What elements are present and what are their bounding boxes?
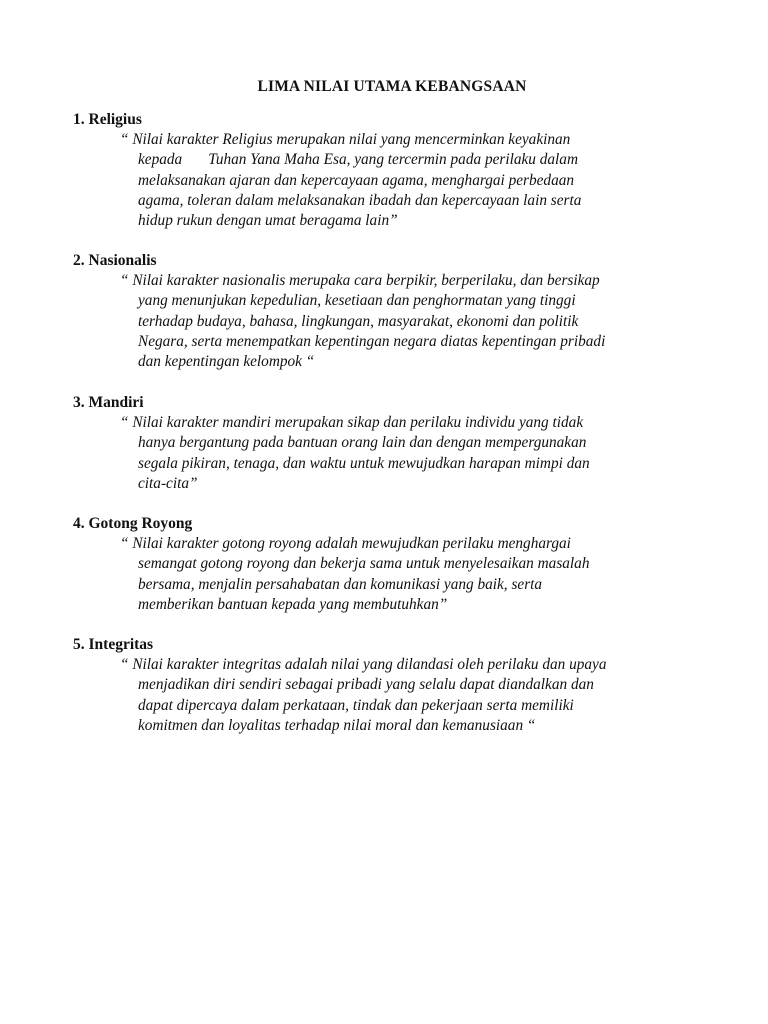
body-line: dan kepentingan kelompok “ xyxy=(138,353,315,371)
body-line: komitmen dan loyalitas terhadap nilai moral dan kemanusiaan “ xyxy=(138,716,536,734)
section-body xyxy=(120,130,720,231)
body-line: dapat dipercaya dalam perkataan, tindak dan pekerjaan serta memiliki xyxy=(138,696,574,714)
section-integritas xyxy=(73,635,713,736)
body-line: “ Nilai karakter nasionalis merupaka cara berpikir, berperilaku, dan bersikap xyxy=(120,272,600,289)
body-line: “ Nilai karakter mandiri merupakan sikap dan perilaku individu yang tidak xyxy=(120,414,584,431)
body-line: hidup rukun dengan umat beragama lain” xyxy=(138,212,398,230)
section-body xyxy=(120,655,720,736)
section-heading: 2. Nasionalis xyxy=(73,252,157,269)
section-nasionalis xyxy=(73,251,713,372)
body-line: terhadap budaya, bahasa, lingkungan, masyarakat, ekonomi dan politik xyxy=(138,312,579,330)
body-line-split xyxy=(120,150,720,170)
section-heading: 5. Integritas xyxy=(73,636,154,653)
section-heading: 3. Mandiri xyxy=(73,394,144,411)
document-title: LIMA NILAI UTAMA KEBANGSAAN xyxy=(257,78,527,95)
body-line: yang menunjukan kepedulian, kesetiaan dan penghormatan yang tinggi xyxy=(138,292,576,310)
section-body xyxy=(120,534,720,615)
section-heading: 1. Religius xyxy=(73,111,142,128)
section-religius xyxy=(73,110,713,231)
body-line: “ Nilai karakter gotong royong adalah mewujudkan perilaku menghargai xyxy=(120,535,571,552)
body-line: memberikan bantuan kepada yang membutuhkan” xyxy=(138,595,448,613)
section-gotong-royong xyxy=(73,514,713,615)
body-line: Tuhan Yana Maha Esa, yang tercermin pada perilaku dalam xyxy=(208,151,578,169)
section-mandiri xyxy=(73,393,713,494)
body-line: “ Nilai karakter Religius merupakan nilai yang mencerminkan keyakinan xyxy=(120,131,571,148)
body-line: Negara, serta menempatkan kepentingan negara diatas kepentingan pribadi xyxy=(138,332,606,350)
section-heading: 4. Gotong Royong xyxy=(73,515,193,532)
section-body xyxy=(120,271,720,372)
body-line: “ Nilai karakter integritas adalah nilai yang dilandasi oleh perilaku dan upaya xyxy=(120,656,607,673)
body-line: kepada xyxy=(138,151,183,169)
body-line: semangat gotong royong dan bekerja sama untuk menyelesaikan masalah xyxy=(138,555,590,573)
body-line: agama, toleran dalam melaksanakan ibadah dan kepercayaan lain serta xyxy=(138,191,582,209)
body-line: cita-cita” xyxy=(138,474,198,492)
body-line: bersama, menjalin persahabatan dan komunikasi yang baik, serta xyxy=(138,575,543,593)
body-line: hanya bergantung pada bantuan orang lain dan dengan mempergunakan xyxy=(138,434,587,452)
section-body xyxy=(120,413,720,494)
body-line: menjadikan diri sendiri sebagai pribadi yang selalu dapat diandalkan dan xyxy=(138,676,594,694)
body-line: melaksanakan ajaran dan kepercayaan agama, menghargai perbedaan xyxy=(138,171,575,189)
body-line: segala pikiran, tenaga, dan waktu untuk mewujudkan harapan mimpi dan xyxy=(138,454,590,472)
